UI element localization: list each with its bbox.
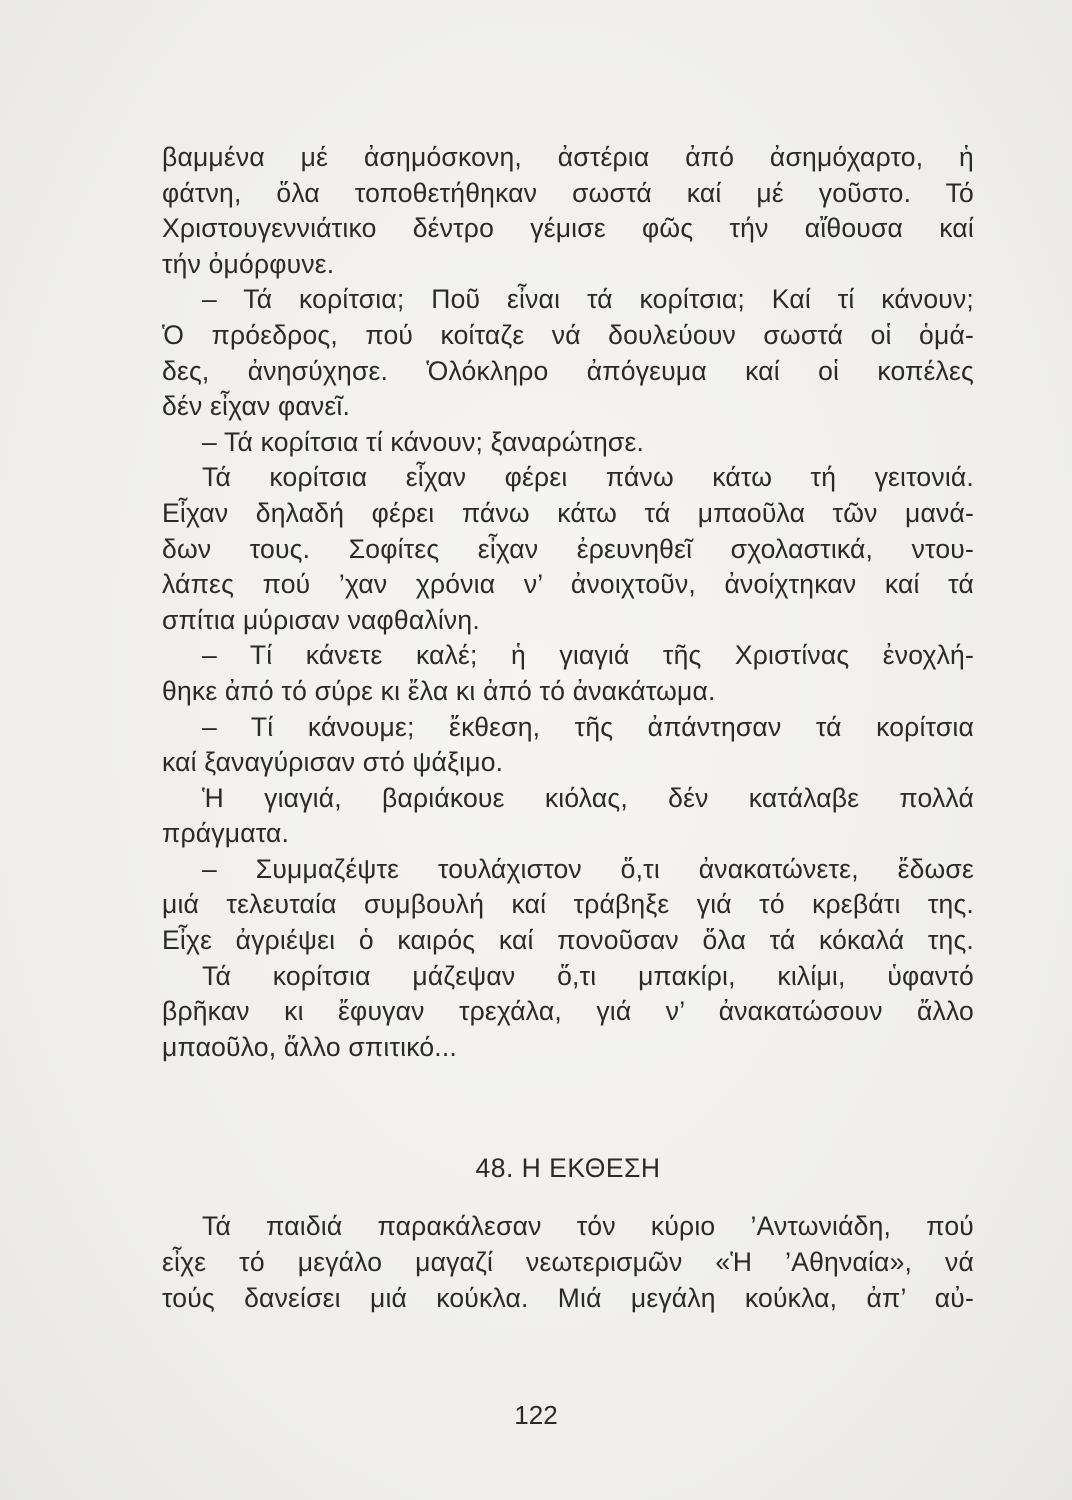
text-line: βαμμένα μέ ἀσημόσκονη, ἀστέρια ἀπό ἀσημόχαρτο, ἡ [162, 142, 974, 172]
text-line: μπαοῦλο, ἄλλο σπιτικό... [162, 1031, 457, 1062]
text-line: φάτνη, ὅλα τοποθετήθηκαν σωστά καί μέ γοῦστο. Τό [162, 177, 974, 208]
text-line: τούς δανείσει μιά κούκλα. Μιά μεγάλη κούκλα, ἀπ’ αὐ- [162, 1283, 974, 1313]
text-line: δες, ἀνησύχησε. Ὁλόκληρο ἀπόγευμα καί οἱ κοπέλες [162, 355, 974, 386]
text-line: Τά παιδιά παρακάλεσαν τόν κύριο ’Αντωνιάδη, πού [202, 1211, 974, 1241]
text-line: – Τί κάνετε καλέ; ἡ γιαγιά τῆς Χριστίνας ἐνοχλή- [202, 640, 974, 671]
text-line: Εἶχαν δηλαδή φέρει πάνω κάτω τά μπαοῦλα τῶν μανά- [162, 497, 974, 528]
text-line: Εἶχε ἀγριέψει ὁ καιρός καί πονοῦσαν ὅλα τά κόκαλά της. [162, 925, 974, 956]
text-line: Χριστουγεννιάτικο δέντρο γέμισε φῶς τήν αἴθουσα καί [162, 213, 974, 244]
section-heading: 48. Η ΕΚΘΕΣΗ [475, 1153, 661, 1183]
text-line: δων τους. Σοφίτες εἶχαν ἐρευνηθεῖ σχολαστικά, ντου- [162, 533, 974, 564]
text-line: Ἡ γιαγιά, βαριάκουε κιόλας, δέν κατάλαβε πολλά [202, 782, 974, 813]
text-line: δέν εἶχαν φανεῖ. [162, 391, 351, 422]
section-body-text [162, 1208, 974, 1316]
text-line: μιά τελευταία συμβουλή καί τράβηξε γιά τό κρεβάτι της. [162, 889, 974, 920]
body-text [162, 140, 974, 1065]
text-line: Ὁ πρόεδρος, πού κοίταζε νά δουλεύουν σωστά οἱ ὁμά- [162, 319, 974, 350]
text-line: – Τί κάνουμε; ἔκθεση, τῆς ἀπάντησαν τά κορίτσια [202, 711, 974, 742]
text-line: λάπες πού ’χαν χρόνια ν’ ἀνοιχτοῦν, ἀνοίχτηκαν καί τά [162, 569, 974, 600]
page-number: 122 [514, 1400, 558, 1430]
text-line: Τά κορίτσια μάζεψαν ὅ,τι μπακίρι, κιλίμι, ὑφαντό [202, 960, 974, 991]
text-line: εἶχε τό μεγάλο μαγαζί νεωτερισμῶν «Ἡ ’Αθηναία», νά [162, 1247, 974, 1277]
text-line: καί ξαναγύρισαν στό ψάξιμο. [162, 747, 504, 778]
text-line: Τά κορίτσια εἶχαν φέρει πάνω κάτω τή γειτονιά. [202, 462, 974, 493]
text-line: τήν ὀμόρφυνε. [162, 248, 335, 279]
text-line: – Συμμαζέψτε τουλάχιστον ὅ,τι ἀνακατώνετε, ἔδωσε [202, 853, 974, 884]
text-line: πράγματα. [162, 818, 290, 849]
text-line: βρῆκαν κι ἔφυγαν τρεχάλα, γιά ν’ ἀνακατώσουν ἄλλο [162, 996, 974, 1027]
text-line: σπίτια μύρισαν ναφθαλίνη. [162, 604, 480, 635]
text-line: – Τά κορίτσια τί κάνουν; ξαναρώτησε. [202, 426, 645, 457]
text-line: – Τά κορίτσια; Ποῦ εἶναι τά κορίτσια; Καί τί κάνουν; [202, 284, 974, 315]
text-line: θηκε ἀπό τό σύρε κι ἔλα κι ἀπό τό ἀνακάτωμα. [162, 675, 716, 706]
